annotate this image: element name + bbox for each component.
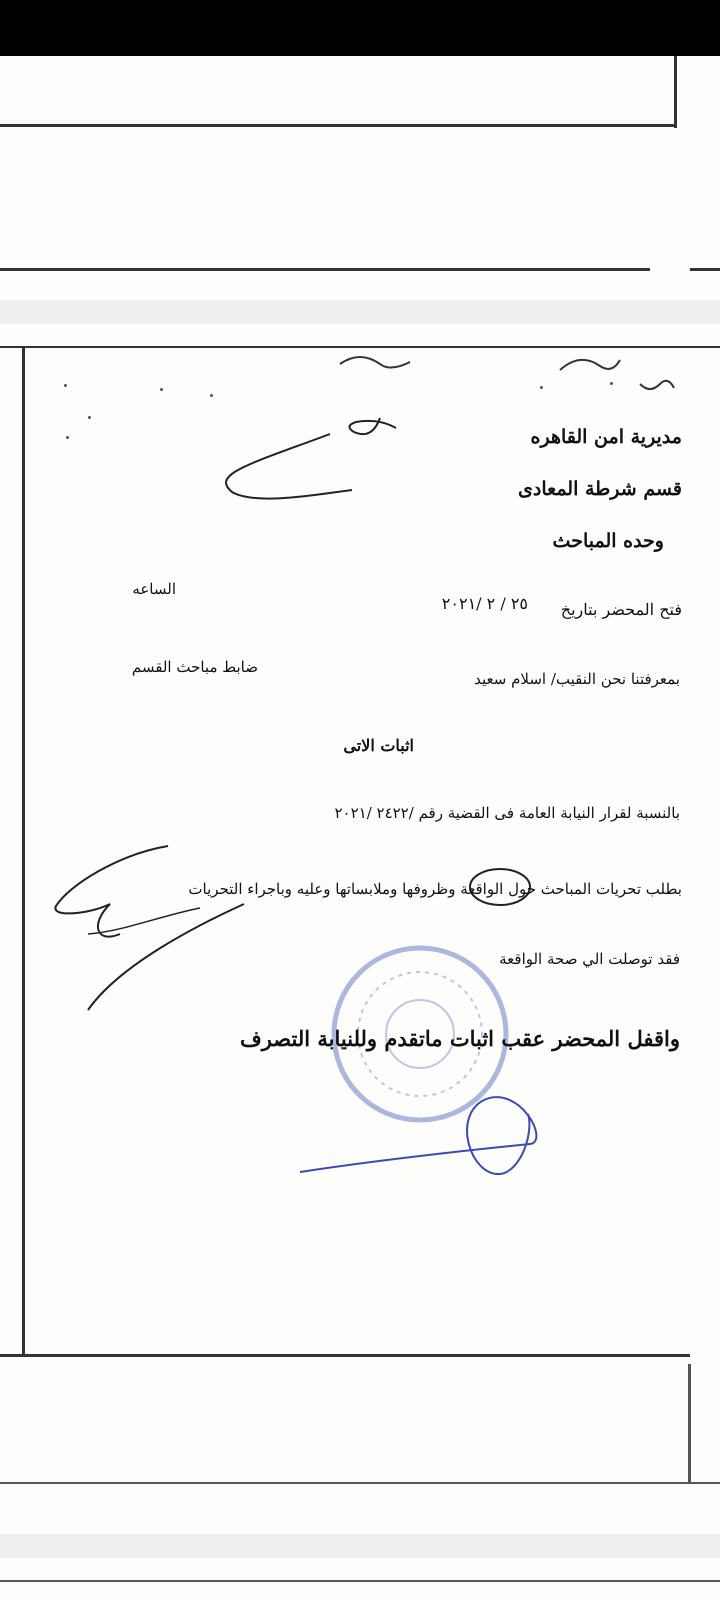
opening-label: فتح المحضر بتاريخ bbox=[560, 600, 682, 619]
scanned-page-top bbox=[0, 56, 720, 300]
scanned-document-page[interactable] bbox=[0, 324, 720, 1534]
opening-date: ٢٥ / ٢ /٢٠٢١ bbox=[441, 594, 528, 613]
scanned-page-next bbox=[0, 1558, 720, 1600]
handwritten-marks bbox=[0, 324, 720, 1534]
next-page-border-top bbox=[0, 1580, 720, 1582]
officer-title: ضابط مباحث القسم bbox=[131, 658, 258, 676]
page-border-top bbox=[0, 268, 650, 271]
header-unit: وحده المباحث bbox=[552, 530, 664, 552]
status-bar bbox=[0, 0, 720, 56]
closing-statement: واقفل المحضر عقب اثبات ماتقدم وللنيابة التصرف bbox=[239, 1026, 680, 1051]
body-investigation-request: بطلب تحريات المباحث حول الواقعة وظروفها وملابساتها وعليه وباجراء التحريات bbox=[188, 880, 682, 898]
header-directorate: مديرية امن القاهره bbox=[530, 426, 682, 448]
page-border-top-right bbox=[690, 268, 720, 271]
header-station: قسم شرطة المعادى bbox=[518, 478, 682, 500]
time-label: الساعه bbox=[132, 580, 176, 598]
body-finding: فقد توصلت الي صحة الواقعة bbox=[499, 950, 680, 968]
page-border-right bbox=[674, 56, 677, 128]
section-heading: اثبات الاتى bbox=[343, 736, 414, 755]
officer-line: بمعرفتنا نحن النقيب/ اسلام سعيد bbox=[474, 670, 680, 688]
page-border-bottom bbox=[0, 124, 676, 127]
page-gap bbox=[0, 1534, 720, 1558]
page-gap bbox=[0, 300, 720, 324]
body-case-reference: بالنسبة لقرار النيابة العامة فى القضية رقم /٢٤٢٢ /٢٠٢١ bbox=[334, 804, 680, 822]
